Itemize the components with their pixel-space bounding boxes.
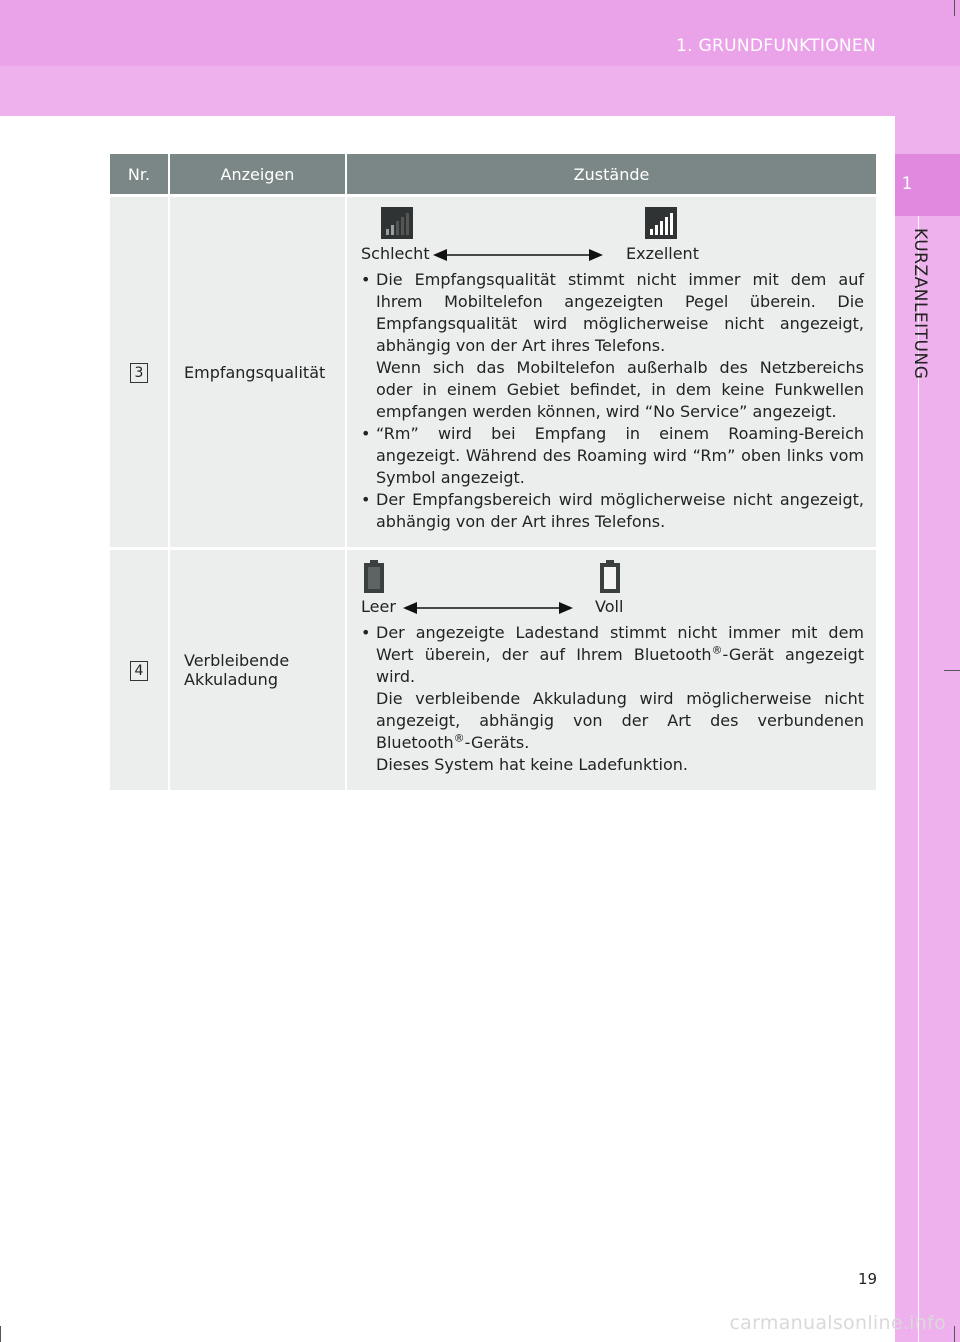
scale-label-right: Voll xyxy=(595,597,624,616)
header-band xyxy=(0,0,960,66)
row-description xyxy=(346,550,876,790)
watermark: carmanualsonline.info xyxy=(729,1312,946,1334)
side-section-label: KURZANLEITUNG xyxy=(910,228,930,380)
scale-label-right: Exzellent xyxy=(626,244,699,263)
signal-strong-icon xyxy=(645,207,677,239)
scale-label-left: Leer xyxy=(361,597,396,616)
table-row xyxy=(110,550,876,790)
side-tab-number: 1 xyxy=(901,174,913,194)
column-header-nr: Nr. xyxy=(110,154,169,194)
list-item: • Die Empfangsqualität stimmt nicht immer mit dem auf Ihrem Mobiltelefon angezeigten Pegel überein. Die Empfangsqualität wird möglicherweise nicht angezeigt, abhängig von der Art ihres Telefons. Wenn sich das Mobiltelefon außerhalb des Netzbereichs oder in einem Gebiet befindet, in dem keine Funkwellen empfangen werden können, wird “No Service” angezeigt. xyxy=(361,269,864,423)
bullet-list xyxy=(361,622,864,776)
page-number: 19 xyxy=(858,1270,878,1288)
row-label: Verbleibende Akkuladung xyxy=(169,550,346,790)
double-arrow-icon xyxy=(433,248,603,262)
scale-label-left: Schlecht xyxy=(361,244,430,263)
double-arrow-icon xyxy=(403,601,573,615)
signal-weak-icon xyxy=(381,207,413,239)
bullet-list xyxy=(361,269,864,533)
header-band-lower xyxy=(0,66,960,116)
battery-empty-icon xyxy=(363,560,385,594)
crop-mark xyxy=(0,1326,1,1342)
column-header-zustaende: Zustände xyxy=(346,154,876,194)
column-header-anzeigen: Anzeigen xyxy=(169,154,346,194)
battery-full-icon xyxy=(599,560,621,594)
crop-mark xyxy=(944,670,960,671)
row-number-cell xyxy=(110,550,169,790)
crop-mark xyxy=(954,1326,955,1342)
row-number: 3 xyxy=(130,363,148,383)
row-description xyxy=(346,197,876,547)
table-header-row xyxy=(110,154,876,194)
crop-mark xyxy=(954,0,955,16)
row-number: 4 xyxy=(130,661,148,681)
list-item: • Der angezeigte Ladestand stimmt nicht immer mit dem Wert überein, der auf Ihrem Bluetooth®-Gerät angezeigt wird. Die verbleibende Akkuladung wird möglicherweise nicht angezeigt, abhängig von der Art des verbundenen Bluetooth®-Geräts. Dieses System hat keine Ladefunktion. xyxy=(361,622,864,776)
list-item: • “Rm” wird bei Empfang in einem Roaming-Bereich angezeigt. Während des Roaming wird “Rm” oben links vom Symbol angezeigt. xyxy=(361,423,864,489)
table-row xyxy=(110,197,876,547)
side-tab xyxy=(895,154,960,216)
list-item: • Der Empfangsbereich wird möglicherweise nicht angezeigt, abhängig von der Art ihres Telefons. xyxy=(361,489,864,533)
status-table xyxy=(110,154,876,790)
row-label: Empfangsqualität xyxy=(169,197,346,547)
row-number-cell xyxy=(110,197,169,547)
side-divider xyxy=(918,216,919,1342)
chapter-title: 1. GRUNDFUNKTIONEN xyxy=(676,36,876,56)
